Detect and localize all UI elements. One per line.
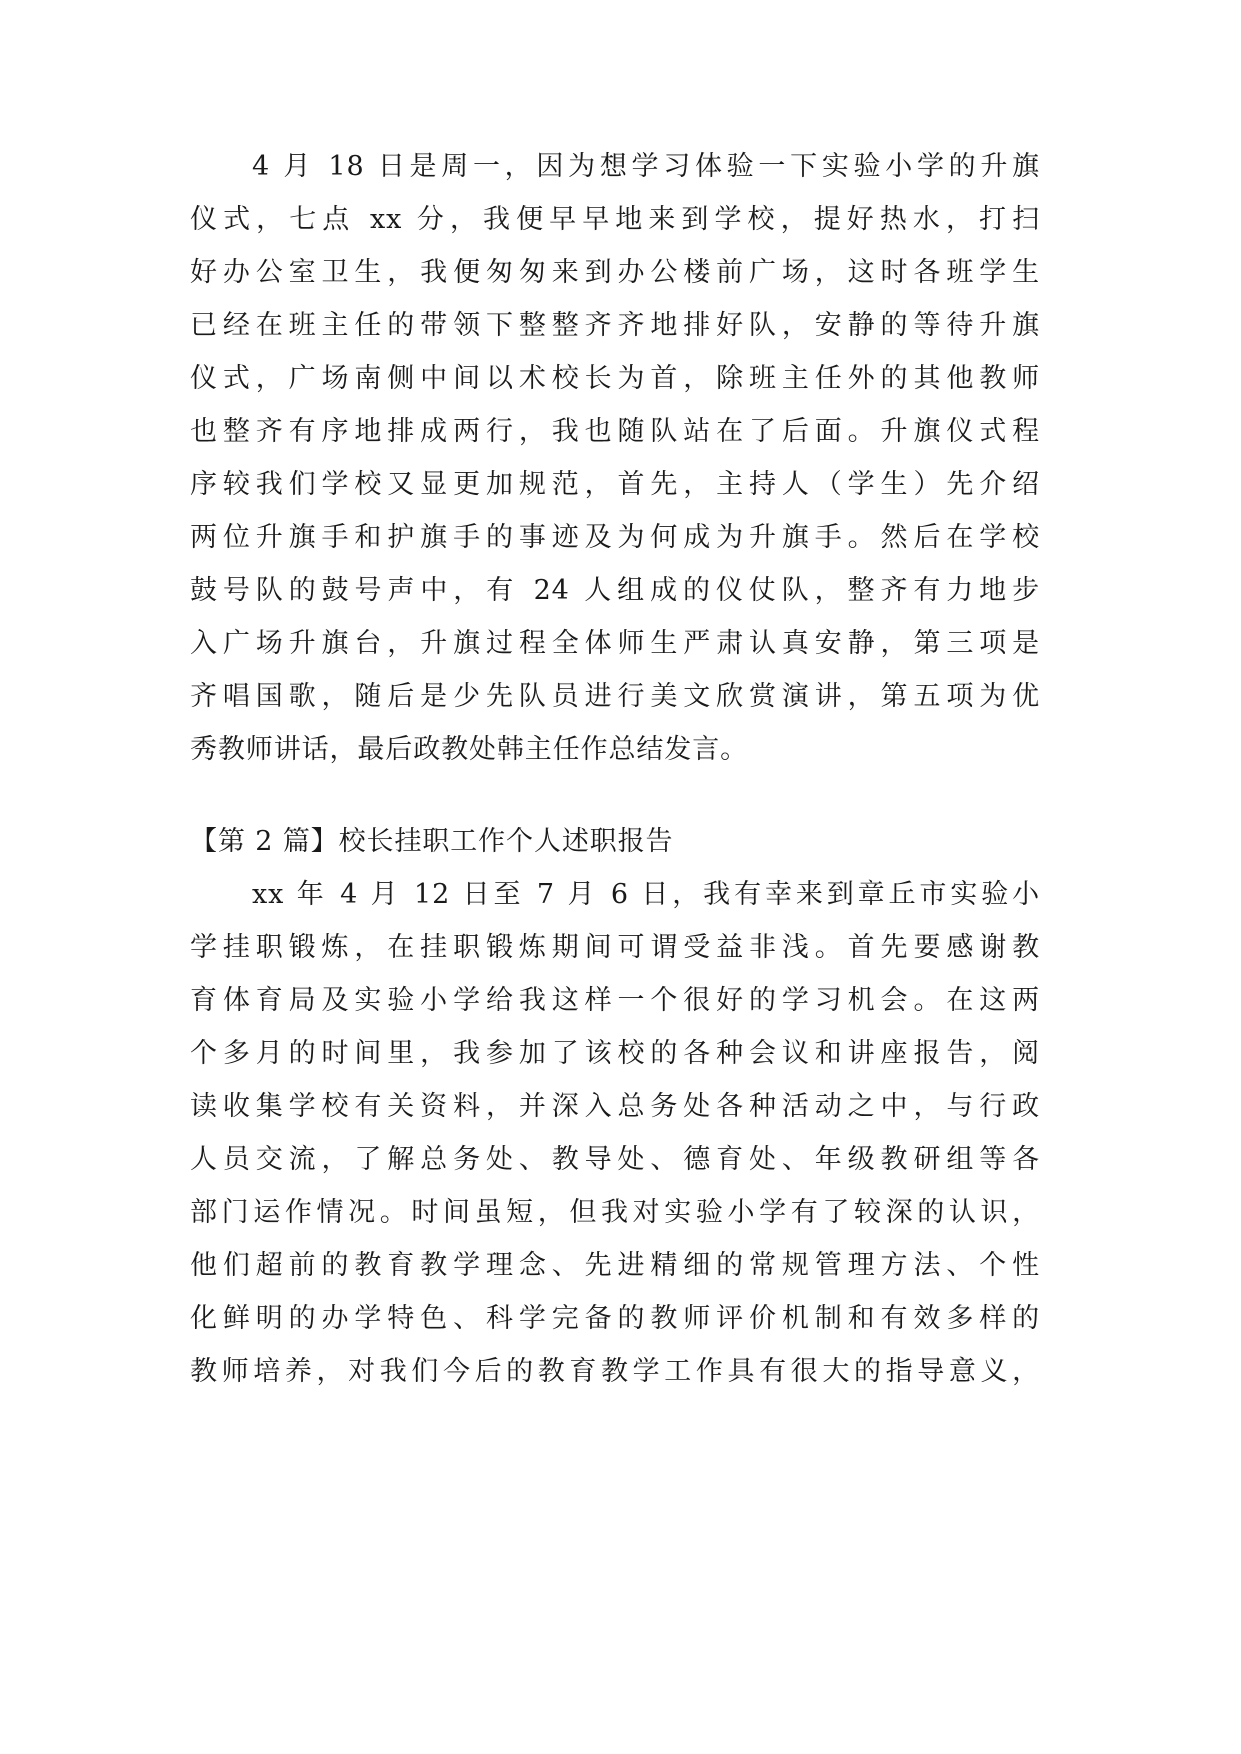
paragraph-line: 仪式，广场南侧中间以术校长为首，除班主任外的其他教师 <box>190 363 1040 394</box>
paragraph-line: 4 月 18 日是周一，因为想学习体验一下实验小学的升旗 <box>252 151 1040 182</box>
paragraph-line: 个多月的时间里，我参加了该校的各种会议和讲座报告，阅 <box>190 1038 1040 1069</box>
paragraph-line: 化鲜明的办学特色、科学完备的教师评价机制和有效多样的 <box>190 1303 1040 1334</box>
paragraph-line: xx 年 4 月 12 日至 7 月 6 日，我有幸来到章丘市实验小 <box>252 879 1040 910</box>
paragraph-line: 他们超前的教育教学理念、先进精细的常规管理方法、个性 <box>190 1250 1040 1281</box>
paragraph-line: 入广场升旗台，升旗过程全体师生严肃认真安静，第三项是 <box>190 628 1040 659</box>
paragraph-line: 鼓号队的鼓号声中，有 24 人组成的仪仗队，整齐有力地步 <box>190 575 1040 606</box>
paragraph-line: 也整齐有序地排成两行，我也随队站在了后面。升旗仪式程 <box>190 416 1040 447</box>
paragraph-line: 仪式，七点 xx 分，我便早早地来到学校，提好热水，打扫 <box>190 204 1040 235</box>
paragraph-line: 读收集学校有关资料，并深入总务处各种活动之中，与行政 <box>190 1091 1040 1122</box>
paragraph-line: 教师培养，对我们今后的教育教学工作具有很大的指导意义， <box>190 1356 1040 1387</box>
paragraph-line: 齐唱国歌，随后是少先队员进行美文欣赏演讲，第五项为优 <box>190 681 1040 712</box>
paragraph-line: 人员交流，了解总务处、教导处、德育处、年级教研组等各 <box>190 1144 1040 1175</box>
paragraph-line: 部门运作情况。时间虽短，但我对实验小学有了较深的认识， <box>190 1197 1040 1228</box>
paragraph-line: 已经在班主任的带领下整整齐齐地排好队，安静的等待升旗 <box>190 310 1040 341</box>
paragraph-line: 好办公室卫生，我便匆匆来到办公楼前广场，这时各班学生 <box>190 257 1040 288</box>
paragraph-line: 序较我们学校又显更加规范，首先，主持人（学生）先介绍 <box>190 469 1040 500</box>
paragraph-line: 秀教师讲话，最后政教处韩主任作总结发言。 <box>190 734 748 765</box>
paragraph-line: 学挂职锻炼，在挂职锻炼期间可谓受益非浅。首先要感谢教 <box>190 932 1040 963</box>
section-heading: 【第 2 篇】校长挂职工作个人述职报告 <box>190 826 674 857</box>
paragraph-line: 育体育局及实验小学给我这样一个很好的学习机会。在这两 <box>190 985 1040 1016</box>
paragraph-line: 两位升旗手和护旗手的事迹及为何成为升旗手。然后在学校 <box>190 522 1040 553</box>
